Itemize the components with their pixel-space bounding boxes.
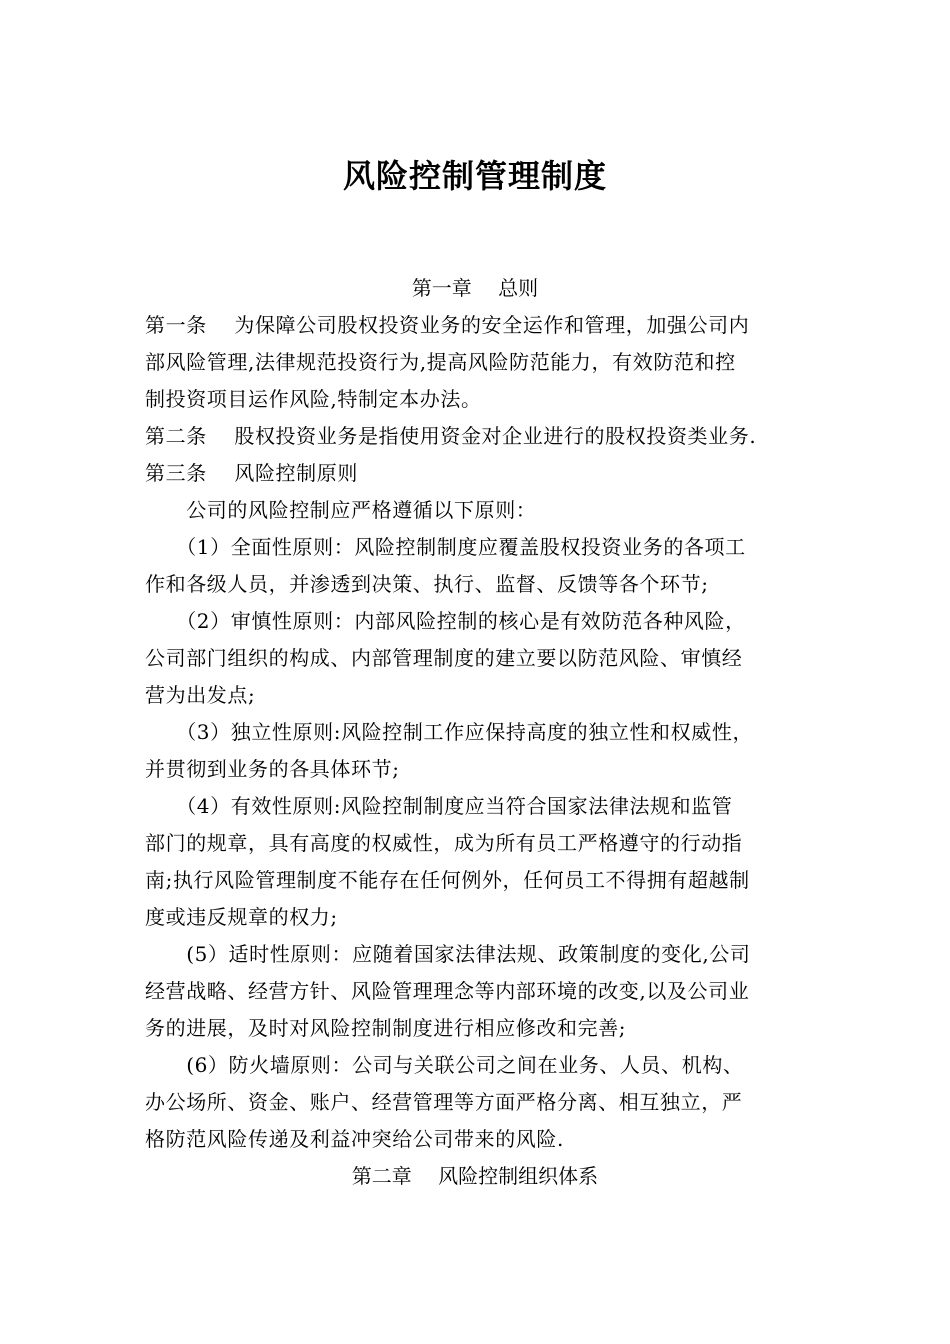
principle-5-line-2: 经营战略、经营方针、风险管理理念等内部环境的改变,以及公司业 — [145, 979, 750, 1003]
principle-5-line-3: 务的进展，及时对风险控制制度进行相应修改和完善; — [145, 1016, 627, 1040]
article-2-line-1: 第二条 股权投资业务是指使用资金对企业进行的股权投资类业务. — [145, 424, 757, 448]
article-3-intro: 公司的风险控制应严格遵循以下原则： — [145, 498, 537, 522]
principle-1-line-2: 作和各级人员，并渗透到决策、执行、监督、反馈等各个环节; — [145, 572, 709, 596]
principle-4-line-1: （4）有效性原则:风险控制制度应当符合国家法律法规和监管 — [145, 794, 733, 818]
document-title: 风险控制管理制度 — [342, 157, 607, 195]
principle-3-line-1: （3）独立性原则:风险控制工作应保持高度的独立性和权威性， — [145, 720, 754, 744]
principle-3-line-2: 并贯彻到业务的各具体环节; — [145, 757, 400, 781]
principle-2-line-1: （2）审慎性原则：内部风险控制的核心是有效防范各种风险， — [145, 609, 746, 633]
article-1-line-3: 制投资项目运作风险,特制定本办法。 — [145, 387, 482, 411]
principle-5-line-1: (5）适时性原则：应随着国家法律法规、政策制度的变化,公司 — [145, 942, 751, 966]
article-3-heading: 第三条 风险控制原则 — [145, 461, 358, 485]
chapter-1-heading: 第一章 总则 — [411, 276, 539, 300]
chapter-2-heading: 第二章 风险控制组织体系 — [351, 1164, 599, 1188]
article-1-line-2: 部风险管理,法律规范投资行为,提高风险防范能力，有效防范和控 — [145, 350, 736, 374]
principle-4-line-4: 度或违反规章的权力; — [145, 905, 338, 929]
principle-6-line-3: 格防范风险传递及利益冲突给公司带来的风险. — [145, 1127, 564, 1151]
principle-6-line-2: 办公场所、资金、账户、经营管理等方面严格分离、相互独立，严 — [145, 1090, 743, 1114]
article-1-line-1: 第一条 为保障公司股权投资业务的安全运作和管理，加强公司内 — [145, 313, 750, 337]
principle-2-line-2: 公司部门组织的构成、内部管理制度的建立要以防范风险、审慎经 — [145, 646, 743, 670]
principle-1-line-1: （1）全面性原则：风险控制制度应覆盖股权投资业务的各项工 — [145, 535, 746, 559]
principle-4-line-2: 部门的规章，具有高度的权威性，成为所有员工严格遵守的行动指 — [145, 831, 743, 855]
principle-4-line-3: 南;执行风险管理制度不能存在任何例外，任何员工不得拥有超越制 — [145, 868, 750, 892]
principle-6-line-1: (6）防火墙原则：公司与关联公司之间在业务、人员、机构、 — [145, 1053, 744, 1077]
principle-2-line-3: 营为出发点; — [145, 683, 256, 707]
